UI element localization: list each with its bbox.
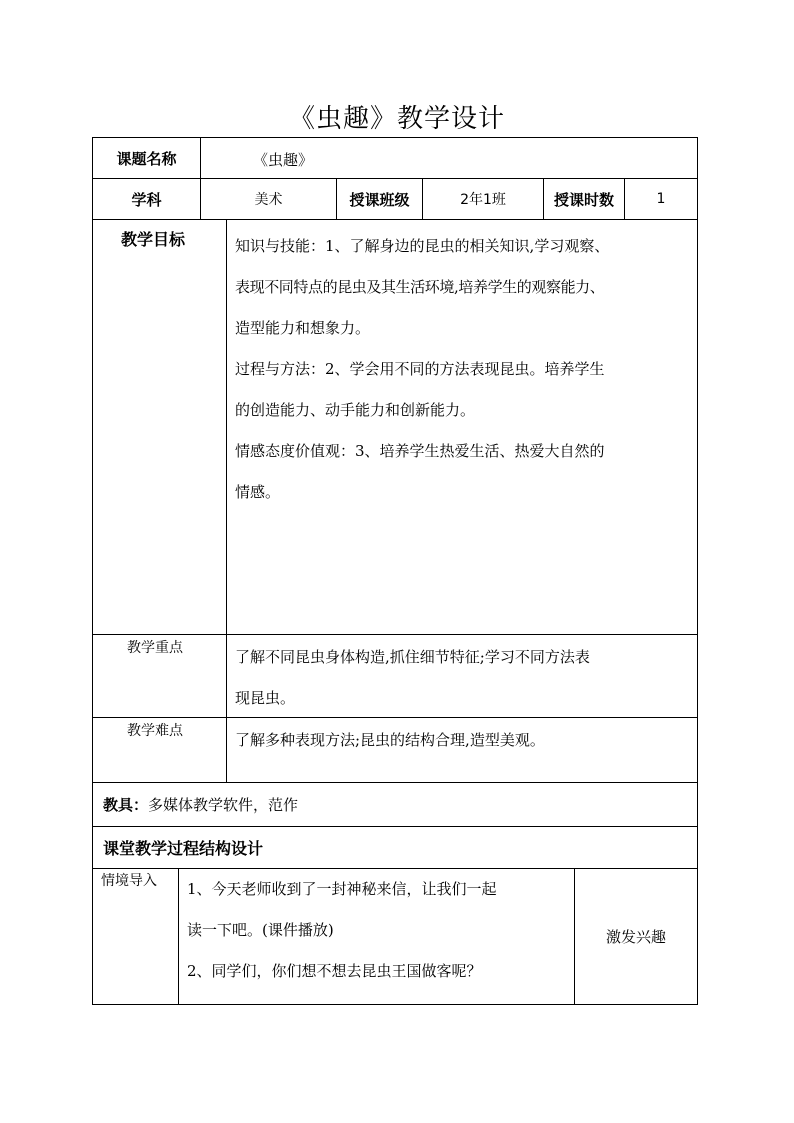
topic-value-cell <box>200 137 698 179</box>
intro-line: 2、同学们，你们想不想去昆虫王国做客呢？ <box>187 962 482 980</box>
class-label: 授课班级 <box>336 178 423 220</box>
intro-line: 读一下吧。(课件播放) <box>187 921 334 939</box>
process-header: 课堂教学过程结构设计 <box>92 826 698 869</box>
goals-label: 教学目标 <box>121 230 186 249</box>
subject-label: 学科 <box>92 178 201 220</box>
difficulties-label: 教学难点 <box>127 723 183 739</box>
intro-purpose: 激发兴趣 <box>574 868 698 1005</box>
topic-value: 《虫趣》 <box>253 151 314 169</box>
tools-value: 多媒体教学软件，范作 <box>148 796 299 814</box>
hours-label: 授课时数 <box>543 178 625 220</box>
goals-content <box>226 219 698 635</box>
intro-line: 1、今天老师收到了一封神秘来信，让我们一起 <box>187 880 497 898</box>
intro-label: 情境导入 <box>101 873 157 889</box>
key-points-line: 现昆虫。 <box>235 689 296 707</box>
key-points-content <box>226 634 698 718</box>
goals-line: 过程与方法：2、学会用不同的方法表现昆虫。培养学生 <box>235 360 605 378</box>
difficulties-content <box>226 717 698 783</box>
document-title: 《虫趣》教学设计 <box>288 104 505 134</box>
intro-content <box>178 868 575 1005</box>
subject-value: 美术 <box>200 178 337 220</box>
difficulties-line: 了解多种表现方法;昆虫的结构合理,造型美观。 <box>235 731 545 749</box>
difficulties-label-cell <box>92 717 227 783</box>
class-value: 2年1班 <box>422 178 544 220</box>
goals-line: 情感态度价值观：3、培养学生热爱生活、热爱大自然的 <box>235 442 605 460</box>
hours-value: 1 <box>624 178 698 220</box>
tools-row <box>92 782 698 827</box>
goals-line: 的创造能力、动手能力和创新能力。 <box>235 401 476 419</box>
tools-label: 教具： <box>103 796 149 814</box>
goals-label-cell <box>92 219 227 635</box>
key-points-label: 教学重点 <box>127 640 183 656</box>
goals-line: 表现不同特点的昆虫及其生活环境,培养学生的观察能力、 <box>235 278 605 296</box>
goals-line: 情感。 <box>235 483 281 501</box>
topic-label: 课题名称 <box>92 137 201 179</box>
key-points-line: 了解不同昆虫身体构造,抓住细节特征;学习不同方法表 <box>235 648 590 666</box>
key-points-label-cell <box>92 634 227 718</box>
intro-label-cell <box>92 868 179 1005</box>
goals-line: 知识与技能：1、了解身边的昆虫的相关知识,学习观察、 <box>235 237 610 255</box>
goals-line: 造型能力和想象力。 <box>235 319 371 337</box>
